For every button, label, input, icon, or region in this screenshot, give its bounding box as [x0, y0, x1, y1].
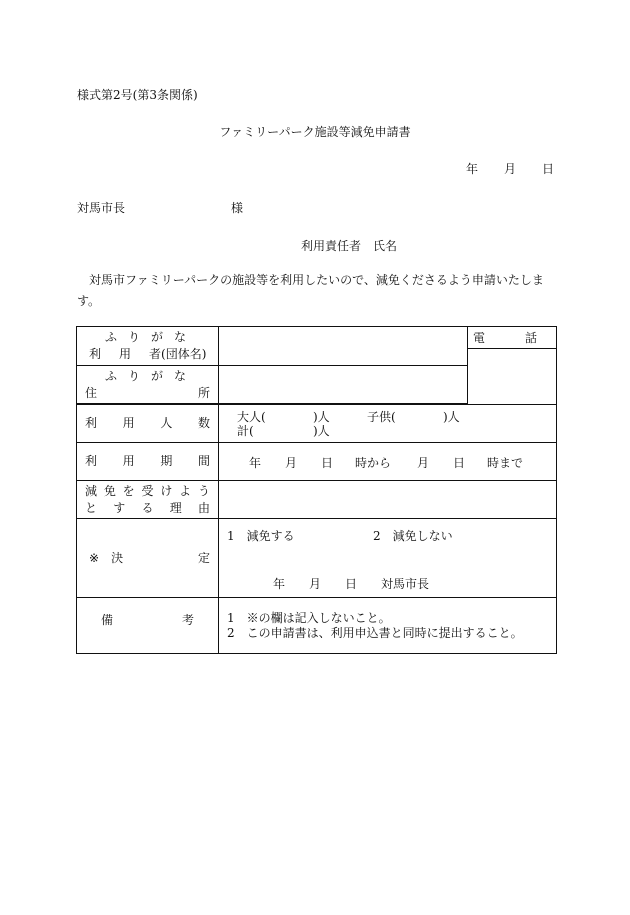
- period-until: 時まで: [487, 455, 524, 470]
- decision-day: 日: [345, 577, 358, 591]
- reason-label-cell: [77, 481, 219, 519]
- addressee: 対馬市長: [77, 201, 126, 215]
- count-field[interactable]: [219, 405, 557, 443]
- count-label-cell: [77, 405, 219, 443]
- period-year: 年: [249, 455, 262, 470]
- phone-field[interactable]: [468, 349, 557, 405]
- user-name-field[interactable]: [219, 327, 468, 366]
- application-table: [76, 326, 557, 654]
- address-furigana: ふ り が な: [105, 368, 186, 383]
- period-from: 時から: [355, 455, 392, 470]
- note-1: 1 ※の欄は記入しないこと。: [227, 610, 391, 625]
- addressee-honorific: 様: [231, 201, 244, 215]
- count-label: 利 用 人 数: [85, 416, 210, 430]
- date-day: 日: [542, 162, 555, 176]
- notes-field: [219, 598, 557, 654]
- reason-label-line-1: 減 免 を 受 け よ う: [85, 483, 210, 498]
- count-line-1: [227, 410, 548, 424]
- decision-year: 年: [273, 577, 286, 591]
- body-text: 対馬市ファミリーパークの施設等を利用したいので、減免くださるよう申請いたします。: [77, 273, 544, 308]
- date-month: 月: [504, 162, 517, 176]
- applicant-name-label: 利用責任者 氏名: [301, 239, 398, 253]
- reason-label-line-2: と す る 理 由: [85, 500, 210, 515]
- notes-label: 備 考: [101, 613, 194, 627]
- decision-label: ※ 決 定: [89, 550, 210, 565]
- period-label: 利 用 期 間: [85, 454, 210, 468]
- address-label-cell: [77, 366, 219, 404]
- period-field[interactable]: [219, 443, 557, 481]
- form-number: 様式第2号(第3条関係): [77, 88, 198, 102]
- note-2: 2 この申請書は、利用申込書と同時に提出すること。: [227, 625, 523, 640]
- user-furigana: ふ り が な: [105, 330, 186, 344]
- document-title: ファミリーパーク施設等減免申請書: [219, 125, 411, 139]
- period-month: 月: [285, 455, 298, 470]
- period-line: [227, 454, 548, 470]
- date-year: 年: [466, 162, 479, 176]
- decision-option-approve[interactable]: 1 減免する: [227, 529, 295, 543]
- period-label-cell: [77, 443, 219, 481]
- user-label: 利 用 者(団体名): [89, 347, 207, 361]
- period-end-month: 月: [417, 455, 430, 470]
- adult-label: 大人(: [237, 409, 266, 424]
- period-end-day: 日: [453, 455, 466, 470]
- decision-month: 月: [309, 577, 322, 591]
- decision-label-cell: [77, 519, 219, 598]
- adult-close: )人: [313, 409, 330, 424]
- reason-field[interactable]: [219, 481, 557, 519]
- decision-signer: 対馬市長: [381, 577, 430, 591]
- decision-field: [219, 519, 557, 598]
- address-field[interactable]: [219, 366, 468, 404]
- phone-label: 電 話: [468, 327, 557, 349]
- child-label: 子供(: [367, 409, 396, 424]
- notes-label-cell: [77, 598, 219, 654]
- decision-option-reject[interactable]: 2 減免しない: [373, 529, 453, 543]
- period-day: 日: [321, 455, 334, 470]
- count-line-2: [227, 424, 548, 438]
- user-label-cell: [77, 327, 219, 366]
- child-close: )人: [443, 409, 460, 424]
- address-label: 住 所: [85, 385, 210, 400]
- total-close: )人: [313, 423, 330, 438]
- total-label: 計(: [237, 423, 254, 438]
